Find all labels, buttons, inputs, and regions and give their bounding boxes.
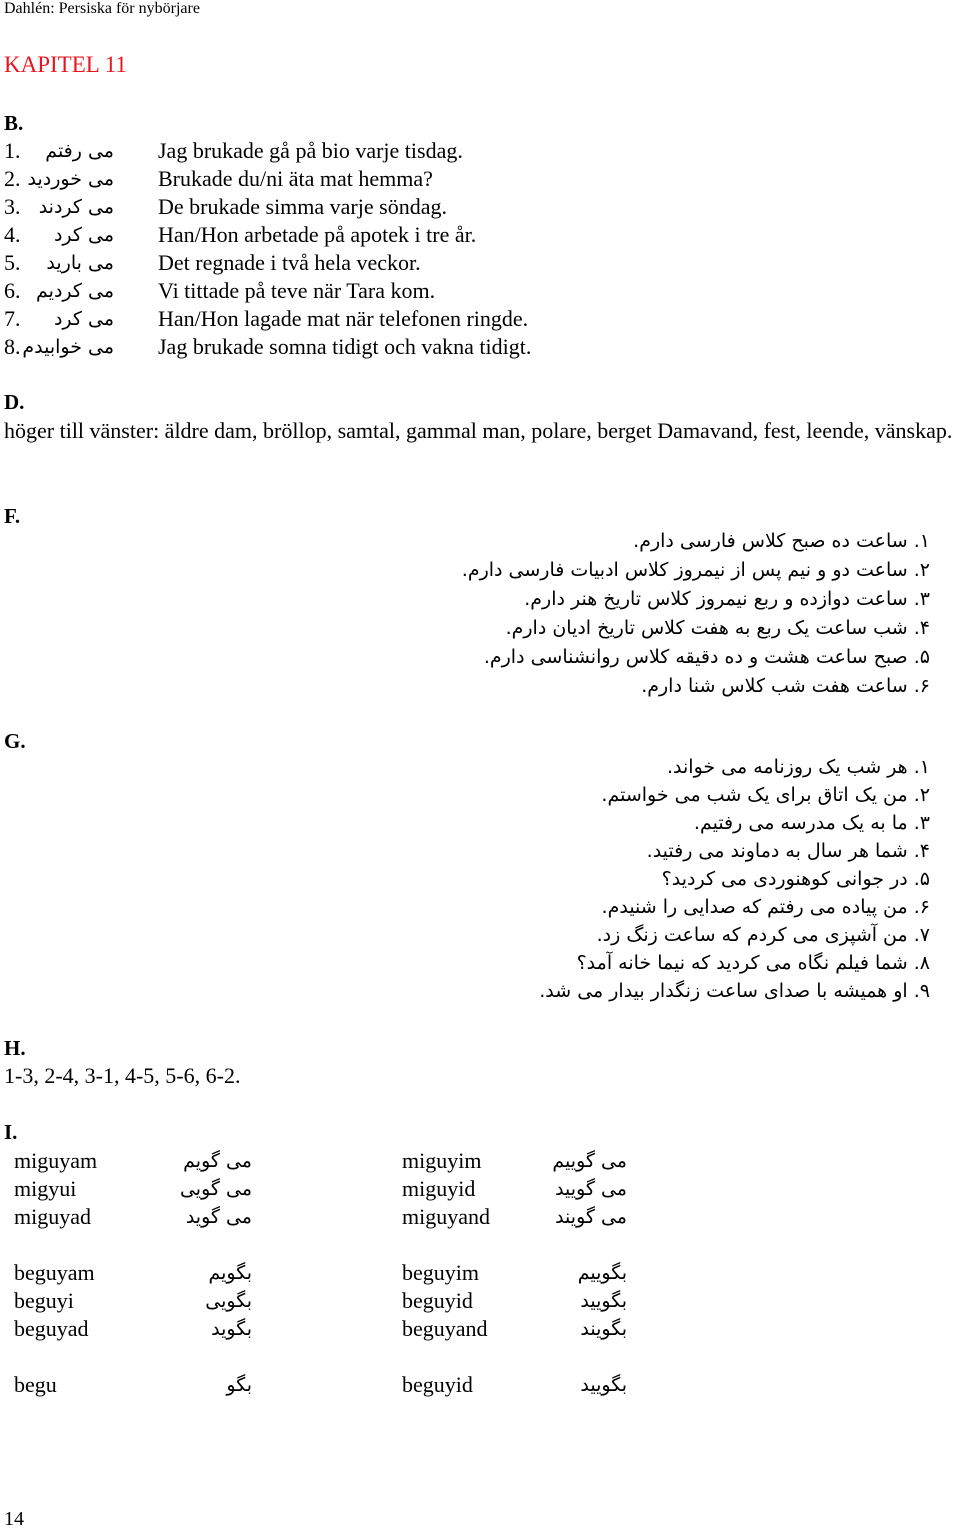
- section-h-text: 1-3, 2-4, 3-1, 4-5, 5-6, 6-2.: [4, 1063, 241, 1088]
- persian-form: بگویند: [580, 1318, 627, 1340]
- transliteration: begu: [14, 1372, 57, 1397]
- swedish-sentence: Brukade du/ni äta mat hemma?: [158, 166, 433, 191]
- transliteration: miguyad: [14, 1204, 91, 1229]
- persian-form: می گوید: [185, 1206, 252, 1228]
- persian-sentence: ۴. شما هر سال به دماوند می رفتید.: [646, 840, 930, 862]
- persian-sentence: ۲. من یک اتاق برای یک شب می خواستم.: [601, 784, 930, 806]
- persian-sentence: ۳. ساعت دوازده و ربع نیمروز کلاس تاریخ هنر دارم.: [524, 588, 930, 610]
- persian-sentence: ۱. هر شب یک روزنامه می خواند.: [667, 756, 930, 778]
- persian-form: می گویی: [179, 1178, 252, 1200]
- transliteration: miguyid: [402, 1176, 476, 1201]
- persian-verb: می کرد: [53, 308, 114, 330]
- persian-form: بگوید: [211, 1318, 252, 1340]
- transliteration: miguyand: [402, 1204, 490, 1229]
- item-number: 6.: [4, 278, 21, 303]
- swedish-sentence: Jag brukade gå på bio varje tisdag.: [158, 138, 463, 163]
- swedish-sentence: Vi tittade på teve när Tara kom.: [158, 278, 436, 303]
- persian-sentence: ۴. شب ساعت یک ربع به هفت کلاس تاریخ ادیان دارم.: [505, 617, 930, 639]
- persian-sentence: ۱. ساعت ده صبح کلاس فارسی دارم.: [633, 530, 930, 552]
- persian-form: بگویید: [580, 1374, 627, 1396]
- page-number: 14: [4, 1508, 24, 1530]
- swedish-sentence: Han/Hon lagade mat när telefonen ringde.: [158, 306, 529, 331]
- transliteration: beguyand: [402, 1316, 488, 1341]
- persian-verb: می خوابیدم: [22, 336, 114, 358]
- section-d-label: D.: [4, 390, 25, 414]
- persian-form: می گویید: [555, 1178, 627, 1200]
- persian-sentence: ۸. شما فیلم نگاه می کردید که نیما خانه آمد؟: [576, 952, 930, 974]
- transliteration: miguyim: [402, 1148, 482, 1173]
- transliteration: beguyid: [402, 1372, 473, 1397]
- persian-sentence: ۹. او همیشه با صدای ساعت زنگدار بیدار می شد.: [539, 980, 930, 1002]
- item-number: 5.: [4, 250, 21, 275]
- persian-form: بگوییم: [577, 1262, 627, 1284]
- transliteration: beguyim: [402, 1260, 479, 1285]
- item-number: 7.: [4, 306, 21, 331]
- transliteration: beguyam: [14, 1260, 95, 1285]
- persian-verb: می رفتم: [45, 140, 114, 162]
- persian-form: بگویید: [580, 1290, 627, 1312]
- persian-sentence: ۲. ساعت دو و نیم پس از نیمروز کلاس ادبیات فارسی دارم.: [461, 559, 930, 581]
- persian-verb: می کرد: [53, 224, 114, 246]
- section-h-label: H.: [4, 1036, 26, 1060]
- persian-sentence: ۶. من پیاده می رفتم که صدایی را شنیدم.: [601, 896, 930, 918]
- swedish-sentence: Det regnade i två hela veckor.: [158, 250, 421, 275]
- persian-verb: می کردند: [38, 196, 114, 218]
- section-i-label: I.: [4, 1120, 18, 1144]
- section-b-label: B.: [4, 111, 24, 135]
- persian-sentence: ۷. من آشپزی می کردم که ساعت زنگ زد.: [596, 924, 930, 946]
- chapter-title: KAPITEL 11: [4, 52, 127, 77]
- persian-sentence: ۵. در جوانی کوهنوردی می کردید؟: [661, 868, 930, 890]
- persian-form: می گوییم: [552, 1150, 627, 1172]
- persian-form: بگو: [226, 1374, 252, 1396]
- persian-verb: می خوردید: [27, 168, 114, 190]
- persian-sentence: ۶. ساعت هفت شب کلاس شنا دارم.: [641, 675, 930, 697]
- persian-sentence: ۵. صبح ساعت هشت و ده دقیقه کلاس روانشناسی دارم.: [483, 646, 930, 668]
- item-number: 3.: [4, 194, 21, 219]
- section-d-text: höger till vänster: äldre dam, bröllop, samtal, gammal man, polare, berget Damavand, fest, leende, vänskap.: [4, 418, 953, 443]
- transliteration: migyui: [14, 1176, 77, 1201]
- persian-sentence: ۳. ما به یک مدرسه می رفتیم.: [693, 812, 930, 834]
- transliteration: miguyam: [14, 1148, 98, 1173]
- item-number: 8.: [4, 334, 21, 359]
- persian-form: می گویم: [183, 1150, 252, 1172]
- item-number: 2.: [4, 166, 21, 191]
- item-number: 1.: [4, 138, 21, 163]
- persian-form: بگویم: [208, 1262, 252, 1284]
- persian-verb: می بارید: [46, 252, 114, 274]
- running-header: Dahlén: Persiska för nybörjare: [4, 0, 200, 17]
- transliteration: beguyid: [402, 1288, 473, 1313]
- persian-form: می گویند: [555, 1206, 627, 1228]
- swedish-sentence: De brukade simma varje söndag.: [158, 194, 447, 219]
- persian-verb: می کردیم: [36, 280, 114, 302]
- section-g-label: G.: [4, 729, 26, 753]
- transliteration: beguyad: [14, 1316, 89, 1341]
- item-number: 4.: [4, 222, 21, 247]
- persian-form: بگویی: [205, 1290, 252, 1312]
- transliteration: beguyi: [14, 1288, 74, 1313]
- section-f-label: F.: [4, 504, 21, 528]
- swedish-sentence: Han/Hon arbetade på apotek i tre år.: [158, 222, 477, 247]
- swedish-sentence: Jag brukade somna tidigt och vakna tidigt.: [158, 334, 532, 359]
